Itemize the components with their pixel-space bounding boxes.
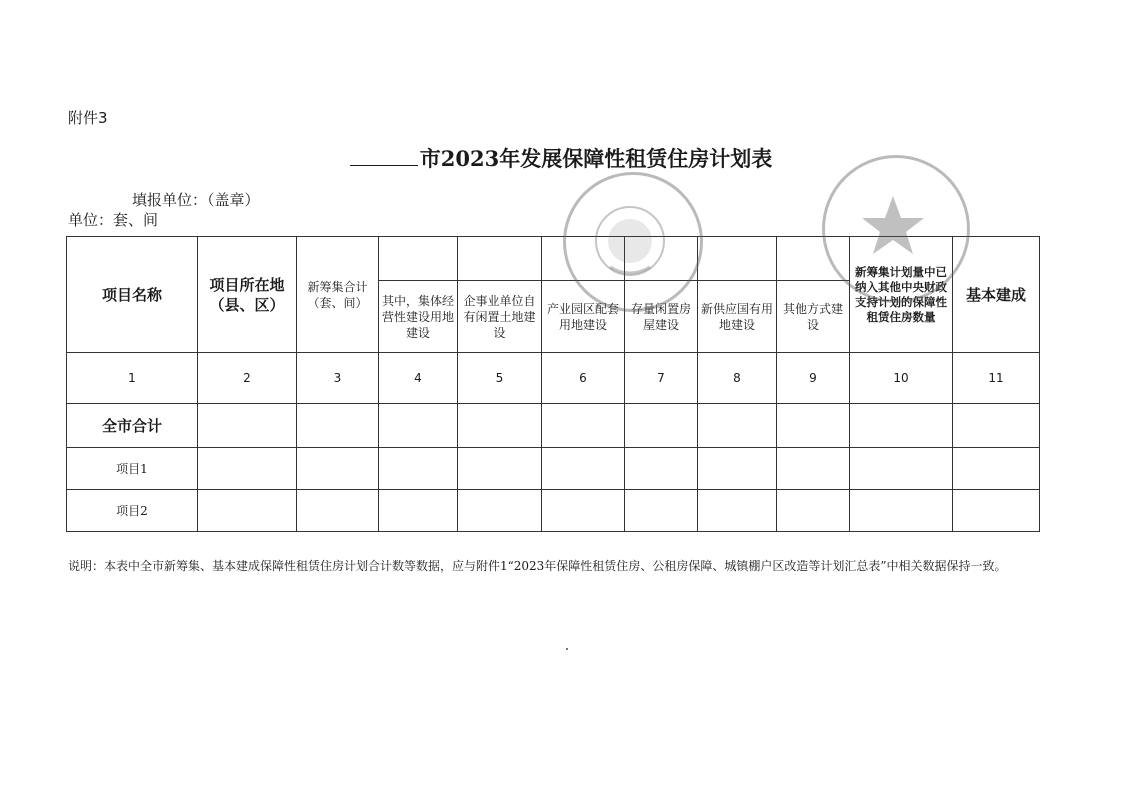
table-cell	[458, 404, 542, 448]
table-cell	[698, 448, 777, 490]
filler-unit-label: 填报单位：（盖章）	[132, 191, 260, 209]
plan-table	[66, 236, 1040, 532]
table-cell	[198, 404, 297, 448]
measure-unit-label: 单位：套、间	[68, 211, 159, 229]
table-cell	[850, 490, 953, 532]
table-cell	[625, 448, 698, 490]
col-number: 3	[297, 353, 379, 404]
table-cell	[542, 490, 625, 532]
footnote: 说明：本表中全市新筹集、基本建成保障性租赁住房计划合计数等数据，应与附件1“2023年保障性租赁住房、公租房保障、城镇棚户区改造等计划汇总表”中相关数据保持一致。	[68, 559, 1007, 573]
table-cell	[777, 448, 850, 490]
header-central-support: 新筹集计划量中已纳入其他中央财政支持计划的保障性租赁住房数量	[850, 237, 953, 353]
header-project-name: 项目名称	[67, 237, 198, 353]
table-cell	[953, 490, 1040, 532]
table-cell	[953, 448, 1040, 490]
header-location	[198, 237, 297, 353]
col-number: 6	[542, 353, 625, 404]
row-label-project-2: 项目2	[67, 490, 198, 532]
table-cell	[625, 490, 698, 532]
header-blank-6	[542, 237, 625, 281]
table-cell	[698, 404, 777, 448]
table-cell	[850, 404, 953, 448]
table-cell	[698, 490, 777, 532]
row-label-project-1: 项目1	[67, 448, 198, 490]
header-blank-8	[698, 237, 777, 281]
table-row	[67, 490, 1040, 532]
scan-speck	[566, 648, 568, 650]
table-cell	[198, 490, 297, 532]
header-state-land: 新供应国有用地建设	[698, 281, 777, 353]
col-number: 9	[777, 353, 850, 404]
table-cell	[953, 404, 1040, 448]
header-industrial-land: 产业园区配套用地建设	[542, 281, 625, 353]
table-cell	[379, 404, 458, 448]
col-number: 4	[379, 353, 458, 404]
header-location-text: 项目所在地（县、区）	[209, 275, 285, 314]
table-cell	[777, 404, 850, 448]
attachment-label: 附件3	[68, 109, 108, 127]
page-title	[0, 143, 1122, 173]
header-completed: 基本建成	[953, 237, 1040, 353]
col-number: 2	[198, 353, 297, 404]
title-text: 市2023年发展保障性租赁住房计划表	[419, 146, 773, 171]
table-cell	[379, 448, 458, 490]
table-row-total	[67, 404, 1040, 448]
col-number: 7	[625, 353, 698, 404]
table-row	[67, 448, 1040, 490]
table-cell	[625, 404, 698, 448]
header-new-total-text: 新筹集合计（套、间）	[307, 279, 368, 310]
table-cell	[777, 490, 850, 532]
header-collective-land: 其中，集体经营性建设用地建设	[379, 281, 458, 353]
table-cell	[198, 448, 297, 490]
table-cell	[297, 490, 379, 532]
col-number: 1	[67, 353, 198, 404]
table-cell	[850, 448, 953, 490]
header-idle-land: 企事业单位自有闲置土地建设	[458, 281, 542, 353]
table-cell	[542, 448, 625, 490]
table-cell	[297, 404, 379, 448]
col-number: 5	[458, 353, 542, 404]
table-cell	[542, 404, 625, 448]
table-cell	[297, 448, 379, 490]
table-cell	[379, 490, 458, 532]
col-number: 10	[850, 353, 953, 404]
table-cell	[458, 448, 542, 490]
col-number: 11	[953, 353, 1040, 404]
table-cell	[458, 490, 542, 532]
header-new-total	[297, 237, 379, 353]
col-number: 8	[698, 353, 777, 404]
header-blank-4	[379, 237, 458, 281]
city-blank	[350, 147, 418, 166]
header-other: 其他方式建设	[777, 281, 850, 353]
header-idle-houses: 存量闲置房屋建设	[625, 281, 698, 353]
row-label-total: 全市合计	[67, 404, 198, 448]
header-blank-5	[458, 237, 542, 281]
header-blank-7	[625, 237, 698, 281]
header-blank-9	[777, 237, 850, 281]
